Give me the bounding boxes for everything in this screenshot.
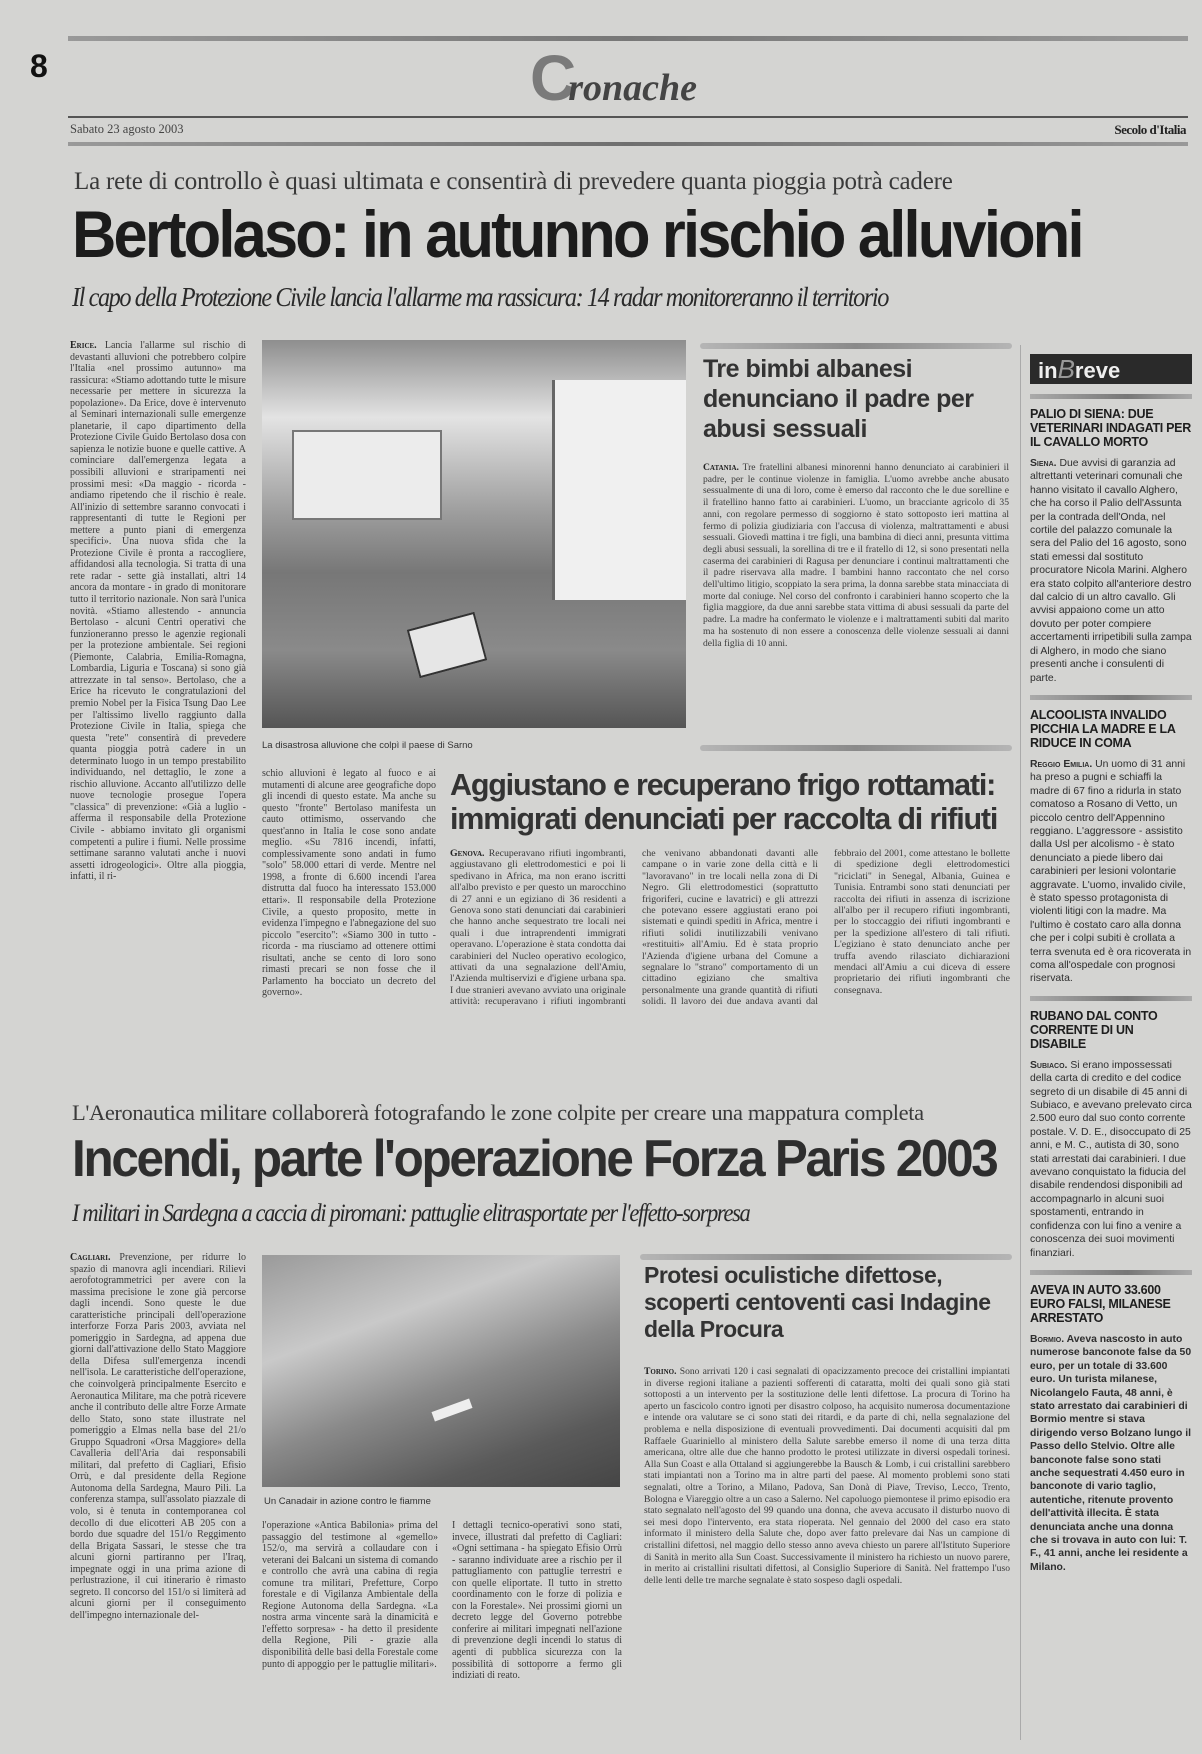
- separator-bar: [1030, 1270, 1192, 1275]
- section-initial: C: [530, 42, 577, 114]
- top-rule: [68, 36, 1188, 41]
- albanesi-text: Tre fratellini albanesi minorenni hanno denunciato ai carabinieri il padre, per le continue violenze in famiglia. L'uomo avrebbe anche abusato sessualmente di una di loro, come è emerso dal racconto che le due sorelline e il fratellino hanno fatto ai carabinieri. L'uomo, un bracciante agricolo di 35 anni, con regolare permesso di soggiorno è stato sottoposto ieri mattina al fermo di polizia giudiziaria con l'accusa di violenza, maltrattamenti e abusi sessuali. Giovedì mattina i tre figli, una bambina di dieci anni, presunta vittima degli abusi sessuali, la sorellina di tre e il fratello di 12, si sono presentati nella caserma dei carabinieri di Ragusa per denunciare i continui maltrattamenti che il padre riservava alla madre. I bambini hanno raccontato che nel corso dell'ultimo litigio, scoppiato la sera prima, la donna sarebbe stata minacciata di morte dal coniuge. Nel corso del confronto i carabinieri hanno scoperto che la figlia maggiore, da due anni sarebbe stata vittima di abusi sessuali da parte del padre. La madre ha confermato le violenze e i maltrattamenti subiti dal marito ma ha sostenuto di non essere a conoscenza delle violenze sessuali ai danni della figlia di 10 anni.: [703, 462, 1009, 649]
- frigo-headline: [450, 768, 1010, 836]
- brief-dateline: Bormio.: [1030, 1333, 1065, 1345]
- brief-dateline: Reggio Emilia.: [1030, 758, 1093, 770]
- logo-reve: reve: [1074, 358, 1121, 383]
- date-rule: [68, 142, 1188, 146]
- brief-title: PALIO DI SIENA: DUE VETERINARI INDAGATI PER IL CAVALLO MORTO: [1030, 407, 1191, 449]
- masthead-rule: [68, 116, 1188, 118]
- section-title: [530, 42, 698, 116]
- lead-kicker: La rete di controllo è quasi ultimata e consentirà di prevedere quanta pioggia potrà cadere: [74, 168, 953, 195]
- separator-bar: [700, 745, 1012, 751]
- lead-body-col2: schio alluvioni è legato al fuoco e ai mutamenti di alcune aree geografiche dopo gli incendi di questo estate. Ma anche su questo "fronte" Bertolaso manifesta un cauto ottimismo, osservando che quest'anno in Italia le cose sono andate meglio. «Su 7816 incendi, infatti, complessivamente sono andati in fumo "solo" 58.000 ettari di verde. Mentre nel 1998, a fronte di 6.600 incendi l'area distrutta dal fuoco ha interessato 153.000 ettari». Il responsabile della Protezione Civile, a questo proposito, mette in evidenza l'impegno e l'abnegazione del suo piccolo "esercito": «Siamo 300 in tutto - ricorda - ma riusciamo ad ottenere ottimi risultati, anche se cento di loro sono rimasti precari se non fosse che il Parlamento ha bocciato un decreto del governo».: [262, 768, 436, 999]
- separator-bar: [1030, 695, 1192, 700]
- flood-photo: [262, 340, 686, 728]
- sidebar-divider: [1020, 345, 1028, 1740]
- brief-title: RUBANO DAL CONTO CORRENTE DI UN DISABILE: [1030, 1008, 1158, 1051]
- incendi-subhead: I militari in Sardegna a caccia di piromani: pattuglie elitrasportate per l'effetto-sorpresa: [72, 1200, 750, 1227]
- protesi-dateline: Torino.: [644, 1366, 677, 1377]
- frigo-dateline: Genova.: [450, 848, 485, 859]
- issue-date: Sabato 23 agosto 2003: [70, 122, 184, 136]
- albanesi-headline: Tre bimbi albanesi denunciano il padre per abusi sessuali: [703, 355, 974, 443]
- building-shape: [552, 380, 686, 600]
- frigo-body: [450, 848, 1010, 1084]
- protesi-body: [644, 1366, 1010, 1742]
- brief-text: Due avvisi di garanzia ad altrettanti veterinari comunali che hanno visitato il cavallo Alghero, che ha corso il Palio dell'Assunta per la contrada dell'Onda, nel cortile del palazzo comunale la sera del Palio del 16 agosto, sono stati emessi dal sostituto procuratore Nicola Marini. Alghero era stato colpito all'anteriore destro dal calcio di un altro cavallo. Gli avvisi appaiono come un atto dovuto per poter compiere accertamenti irripetibili sulla zampa di Alghero, in modo che siano presenti anche i consulenti di parte.: [1030, 458, 1192, 684]
- canadair-photo-caption: Un Canadair in azione contro le fiamme: [264, 1496, 431, 1507]
- flood-photo-caption: La disastrosa alluvione che colpì il paese di Sarno: [262, 740, 473, 751]
- incendi-body-col3: I dettagli tecnico-operativi sono stati, invece, illustrati dal prefetto di Cagliari: «Ogni settimana - ha spiegato Efisio Orrù - saranno individuate aree a rischio per il pattugliamento con pattuglie terrestri e con quelle eliportate. Il tutto in stretto coordinamento con le forze di polizia e con la Forestale». Nei prossimi giorni un decreto legge del Governo potrebbe conferire ai militari impegnati nell'azione di prevenzione degli incendi lo status di agenti di pubblica sicurezza con la possibilità di sottoporre a fermo gli indiziati di reato.: [452, 1520, 622, 1682]
- brief-item: [1030, 407, 1192, 685]
- separator-bar: [1030, 394, 1192, 399]
- incendi-body-col1: [70, 1252, 246, 1742]
- brief-text: Aveva nascosto in auto numerose banconote false da 50 euro, per un totale di 33.600 euro. Un turista milanese, Nicolangelo Fauta, 48 anni, è stato arrestato dai carabinieri di Bormio mentre si stava dirigendo verso Bolzano lungo il Passo dello Stelvio. Oltre alle banconote false sono stati anche sequestrati 4.450 euro in banconote di vario taglio, autentiche, ritenute provento dell'attività illecita. È stata denunciata anche una donna che si trovava in auto con lui: T. F., 41 anni, anche lei residente a Milano.: [1030, 1333, 1192, 1573]
- lead-headline: Bertolaso: in autunno rischio alluvioni: [72, 197, 1082, 271]
- page-number: 8: [30, 48, 48, 84]
- lead-dateline: Erice.: [70, 340, 97, 351]
- brief-item: [1030, 1283, 1192, 1574]
- frigo-headline-line1: Aggiustano e recuperano frigo rottamati:: [450, 768, 996, 802]
- frigo-text: Recuperavano rifiuti ingombranti, aggiustavano gli elettrodomestici e poi li spedivano in Africa, ma non erano iscritti all'albo previsto e per questo un marocchino di 27 anni e un egiziano di 36 residenti a Genova sono stati denunciati dai carabinieri che hanno anche sequestrato tre locali nei quali i due intraprendenti immigrati operavano. L'operazione è stata condotta dai carabinieri del Nucleo operativo ecologico, attivati da una segnalazione dell'Amiu, l'Azienda multiservizi e d'igiene urbana spa. I due stranieri avevano avviato una originale attività: recuperavano i rifiuti ingombranti che venivano abbandonati davanti alle campane o in varie zone della città e li "lavoravano" in tre locali nella zona di Di Negro. Gli elettrodomestici (soprattutto frigoriferi, cucine e lavatrici) e gli attrezzi che potevano essere aggiustati erano poi sistemati e quindi spediti in Africa, mentre i rifiuti solidi inutilizzabili venivano «restituiti» all'Amiu. Ed è stata proprio l'Azienda d'igiene urbana del Comune a segnalare lo "strano" comportamento di un cittadino egiziano che smaltiva personalmente una grande quantità di rifiuti solidi. Il lavoro dei due andava avanti dal febbraio del 2001, come attestano le bollette di spedizione degli elettrodomestici "riciclati" in Senegal, Albania, Guinea e Tunisia. Entrambi sono stati denunciati per raccolta dei rifiuti in assenza di iscrizione all'albo per il recupero rifiuti ingombranti, per lo stoccaggio dei rifiuti ingombranti e per la spedizione all'estero di tali rifiuti. L'egiziano è stato denunciato anche per truffa avendo rilasciato dichiarazioni mendaci all'Amiu a cui diceva di essere proprietario dei rifiuti ingombranti che consegnava.: [450, 848, 1010, 1008]
- in-breve-logo: [1030, 354, 1192, 384]
- brief-title: AVEVA IN AUTO 33.600 EURO FALSI, MILANESE ARRESTATO: [1030, 1282, 1171, 1325]
- plane-shape: [431, 1398, 472, 1421]
- separator-bar: [640, 1254, 1012, 1260]
- albanesi-dateline: Catania.: [703, 462, 739, 473]
- albanesi-body: [703, 462, 1009, 730]
- in-breve-sidebar: [1030, 354, 1192, 1574]
- lead-body-col1: [70, 340, 246, 1082]
- building-shape: [292, 430, 442, 520]
- protesi-headline: Protesi oculistiche difettose, scoperti centoventi casi Indagine della Procura: [644, 1262, 991, 1342]
- separator-bar: [1030, 996, 1192, 1001]
- brief-text: Si erano impossessati della carta di credito e del codice segreto di un disabile di 45 anni di Subiaco, e avevano prelevato circa 2.500 euro dal suo conto corrente postale. V. D. E., disoccupato di 25 anni, e M. C., autista di 30, sono stati arrestati dai carabinieri. I due avevano conquistato la fiducia del disabile rendendosi disponibili ad accompagnarlo in alcuni suoi spostamenti, entrando in confidenza con lui fino a venire a conoscenza dei suoi movimenti finanziari.: [1030, 1059, 1192, 1259]
- lead-subhead: Il capo della Protezione Civile lancia l'allarme ma rassicura: 14 radar monitoreranno il territorio: [72, 282, 888, 312]
- incendi-dateline: Cagliari.: [70, 1252, 111, 1263]
- logo-in: in: [1038, 358, 1058, 383]
- brief-dateline: Subiaco.: [1030, 1059, 1068, 1071]
- incendi-kicker: L'Aeronautica militare collaborerà fotografando le zone colpite per creare una mappatura completa: [72, 1100, 924, 1125]
- newspaper-name: Secolo d'Italia: [1114, 122, 1186, 137]
- brief-item: [1030, 1009, 1192, 1260]
- canadair-photo: [262, 1255, 620, 1487]
- incendi-headline: Incendi, parte l'operazione Forza Paris 2003: [72, 1130, 997, 1188]
- brief-dateline: Siena.: [1030, 458, 1057, 469]
- brief-title: ALCOOLISTA INVALIDO PICCHIA LA MADRE E LA RIDUCE IN COMA: [1030, 707, 1176, 750]
- frigo-headline-line2: immigrati denunciati per raccolta di rifiuti: [450, 802, 998, 836]
- section-rest: ronache: [568, 67, 698, 109]
- incendi-text-1: Prevenzione, per ridurre lo spazio di manovra agli incendiari. Rilievi aerofotogrammetrici per avere con la massima precisione le zone già percorse dagli incendi. Sono queste le due caratteristiche principali dell'operazione interforze Forza Paris 2003, avviata nel pomeriggio in Sardegna, ad appena due giorni dall'attivazione dello Stato Maggiore della Difesa sull'emergenza incendi nell'isola. Le caratteristiche dell'operazione, che coinvolgerà principalmente Esercito e Aeronautica Militare, ma che potrà ricevere anche il contributo delle altre Forze Armate dello Stato, sono state illustrate nel pomeriggio a Elmas nella base del 21/o Gruppo Squadroni «Orsa Maggiore» della Cavalleria dell'Aria dai responsabili militari, dal prefetto di Cagliari, Efisio Orrù, e dal presidente della Regione Autonoma della Sardegna, Mauro Pili. La conferenza stampa, sull'assolato piazzale di volo, si è tenuta in contemporanea col decollo di due elicotteri AB 205 con a bordo due squadre del 151/o Reggimento della Brigata Sassari, le stesse che tra alcuni giorni partiranno per l'Iraq, impegnate oggi in una prima azione di perlustrazione, il cui itinerario è rimasto segreto. Il concorso del 151/o si limiterà ad alcuni giorni per il conseguimento dell'impegno internazionale del-: [70, 1252, 246, 1621]
- separator-bar: [700, 343, 1012, 349]
- brief-text: Un uomo di 31 anni ha preso a pugni e schiaffi la madre di 67 fino a ridurla in stato comatoso a Rosano di Vetto, un piccolo centro dell'Appennino reggiano. L'aggressore - assistito dalla Usl per alcolismo - è stato denunciato a piede libero dai carabinieri per lesioni volontarie aggravate. L'uomo, invalido civile, è stato spesso protagonista di violenti litigi con la madre. Ma l'ultimo è costato caro alla donna che per i colpi subiti è crollata a terra svenuta ed è ora ricoverata in coma all'ospedale con prognosi riservata.: [1030, 758, 1192, 985]
- logo-b: B: [1057, 354, 1075, 384]
- bulldozer-shape: [407, 612, 488, 678]
- protesi-text: Sono arrivati 120 i casi segnalati di opacizzamento precoce dei cristallini impiantati in diverse regioni italiane a pazienti sofferenti di cataratta, molti dei quali sono già stati sottoposti a un intervento per la sostituzione delle lenti difettose. La procura di Torino ha aperto un fascicolo contro ignoti per disastro colposo, ha acquisito numerosa documentazione e intende ora valutare se ci sono stati dei ritardi, e da parte di chi, nella segnalazione del problema e nella disposizione di eventuali provvedimenti. Dai documenti acquisiti dal pm Raffaele Guariniello al ministero della Salute sarebbe emerso il nome di una terza ditta americana, oltre alle due che hanno prodotto le protesi utilizzate in diversi ospedali torinesi. Alla Sun Coast e alla Ottaland si aggiungerebbe la Bausch & Lomb, i cui cristallini sarebbero stati impiantati non a Torino ma in altre parti del paese. Al momento problemi sono stati segnalati, oltre a Torino, a Milano, Padova, San Donà di Piave, Treviso, Lecco, Trento, Bologna e Viareggio oltre a un caso a Salerno. Nel capoluogo piemontese il primo episodio era stato segnalato nell'agosto del 99 quando una donna, che aveva accusato il disturbo nuovo di sei mesi dopo l'intervento, era stata rioperata. Nel gennaio del 2000 del caso era stato informato il ministero della Salute che, dopo aver fatto prelevare dai Nas un campione di cristallini difettosi, nel maggio dello stesso anno aveva chiesto un parere all'Istituto Superiore di Sanità in merito alla Sun Coast. Successivamente il ministero ha richiesto un nuovo parere, in merito ai cristallini risultati difettosi, al Consiglio Superiore di Sanità. Nel frattempo l'uso delle lenti delle tre marche segnalate è stato sospeso dagli ospedali.: [644, 1366, 1010, 1586]
- brief-item: [1030, 708, 1192, 986]
- incendi-body-col2: l'operazione «Antica Babilonia» prima del passaggio del testimone al «gemello» 152/o, ma servirà a collaudare con i veterani dei Balcani un sistema di comando e controllo che avrà una cabina di regia comune tra militari, Prefetture, Corpo forestale e di Vigilanza Ambientale della Regione Autonoma della Sardegna. «La nostra arma vincente sarà la dinamicità e l'effetto sorpresa» - ha detto il presidente della Regione, Pili - grazie alla disponibilità delle basi della Forestale come punto di appoggio per le pattuglie militari».: [262, 1520, 438, 1670]
- lead-text-1: Lancia l'allarme sul rischio di devastanti alluvioni che potrebbero colpire l'Italia «nel prossimo autunno» ma rassicura: «Stiamo adottando tutte le misure necessarie per mettere in sicurezza la popolazione». Da Erice, dove è intervenuto al Seminari internazionali sulle emergenze planetarie, il capo dipartimento della Protezione Civile Guido Bertolaso dosa con sapienza le notizie buone e quelle cattive. A cominciare dall'emergenza legata a possibili alluvioni e straripamenti nei prossimi mesi: «Da maggio - ricorda - andiamo ripetendo che il rischio è reale. All'inizio di settembre saranno convocati i rappresentanti di tutte le Regioni per mettere a punto piani di emergenza specifici». Una nuova sfida che la Protezione Civile è pronta a raccogliere, affidandosi alla tecnologia. Si tratta di una rete radar - sette già installati, altri 14 ancora da montare - in grado di monitorare tutto il territorio nazionale. Non sarà l'unica novità. «Stiamo allestendo - annuncia Bertolaso - alcuni Centri operativi che funzioneranno presso le agenzie regionali per la protezione ambientale. Sei regioni (Piemonte, Calabria, Emilia-Romagna, Lombardia, Liguria e Toscana) si sono già attrezzate in tal senso». Bertolaso, che a Erice ha ricevuto le congratulazioni del premio Nobel per la Fisica Tsung Dao Lee per l'altissimo livello raggiunto dalla Protezione Civile in Italia, spiega che questa "rete" consentirà di prevedere quanta pioggia potrà cadere in un determinato luogo in un tempo prestabilito individuando, nel dettaglio, le zone a rischio alluvione. Accanto all'utilizzo delle nuove tecnologie prosegue l'opera "classica" di prevenzione: «Già a luglio - afferma il responsabile della Protezione Civile - abbiamo invitato gli organismi competenti a pulire i fiumi. Nelle prossime settimane saranno valutati anche i nuovi assetti idrogeologici». Oltre alla pioggia, infatti, il ri-: [70, 340, 246, 883]
